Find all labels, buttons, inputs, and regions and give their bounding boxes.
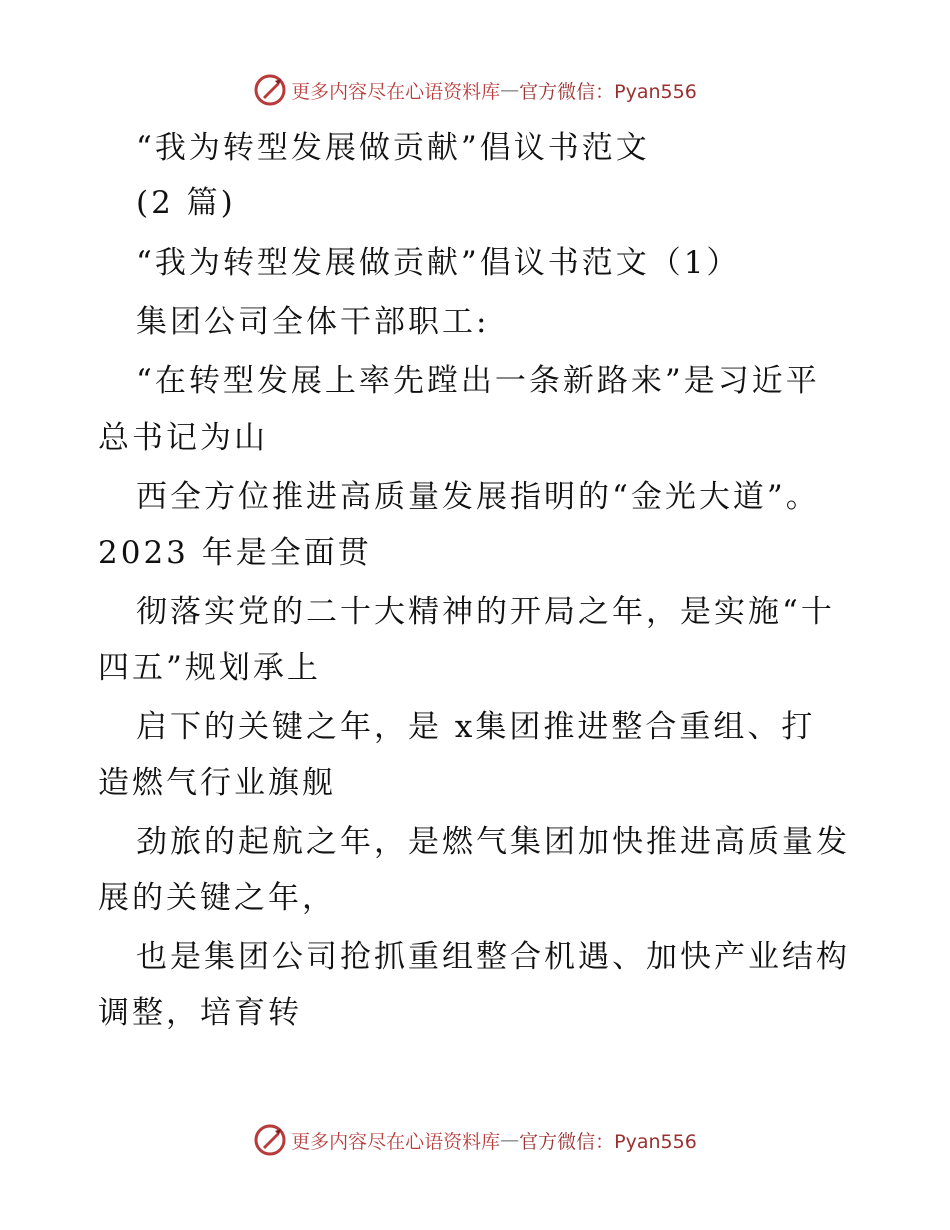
paragraph-line: 劲旅的起航之年，是燃气集团加快推进高质量发 (136, 824, 850, 860)
doc-subtitle: (2 篇) (136, 185, 236, 221)
paragraph-line: 四五”规划承上 (98, 650, 321, 686)
paragraph-line: 启下的关键之年，是 x集团推进整合重组、打 (136, 709, 816, 745)
doc-title: “我为转型发展做贡献”倡议书范文 (136, 130, 650, 166)
paragraph-line: 也是集团公司抢抓重组整合机遇、加快产业结构 (136, 939, 850, 975)
quill-logo-icon (253, 73, 287, 107)
salutation: 集团公司全体干部职工: (136, 304, 490, 340)
paragraph-line: “在转型发展上率先蹚出一条新路来”是习近平 (136, 363, 820, 399)
banner-separator: — (500, 79, 520, 101)
paragraph-line: 造燃气行业旗舰 (98, 765, 336, 801)
paragraph-line: 总书记为山 (98, 420, 268, 456)
paragraph-line: 展的关键之年， (98, 880, 336, 916)
quill-logo-icon (253, 1123, 287, 1157)
footer-banner (0, 1120, 950, 1160)
banner-separator: — (500, 1129, 520, 1151)
banner-wechat: 官方微信：Pyan556 (519, 80, 697, 103)
header-banner (0, 70, 950, 110)
banner-title: 更多内容尽在心语资料库 (291, 80, 501, 103)
paragraph-line: 调整，培育转 (98, 995, 302, 1031)
paragraph-line: 2023 年是全面贯 (98, 535, 372, 571)
paragraph-line: 彻落实党的二十大精神的开局之年，是实施“十 (136, 594, 835, 630)
section-heading: “我为转型发展做贡献”倡议书范文（1） (136, 245, 741, 281)
banner-title: 更多内容尽在心语资料库 (291, 1130, 501, 1153)
paragraph-line: 西全方位推进高质量发展指明的“金光大道”。 (136, 479, 820, 515)
banner-wechat: 官方微信：Pyan556 (519, 1130, 697, 1153)
